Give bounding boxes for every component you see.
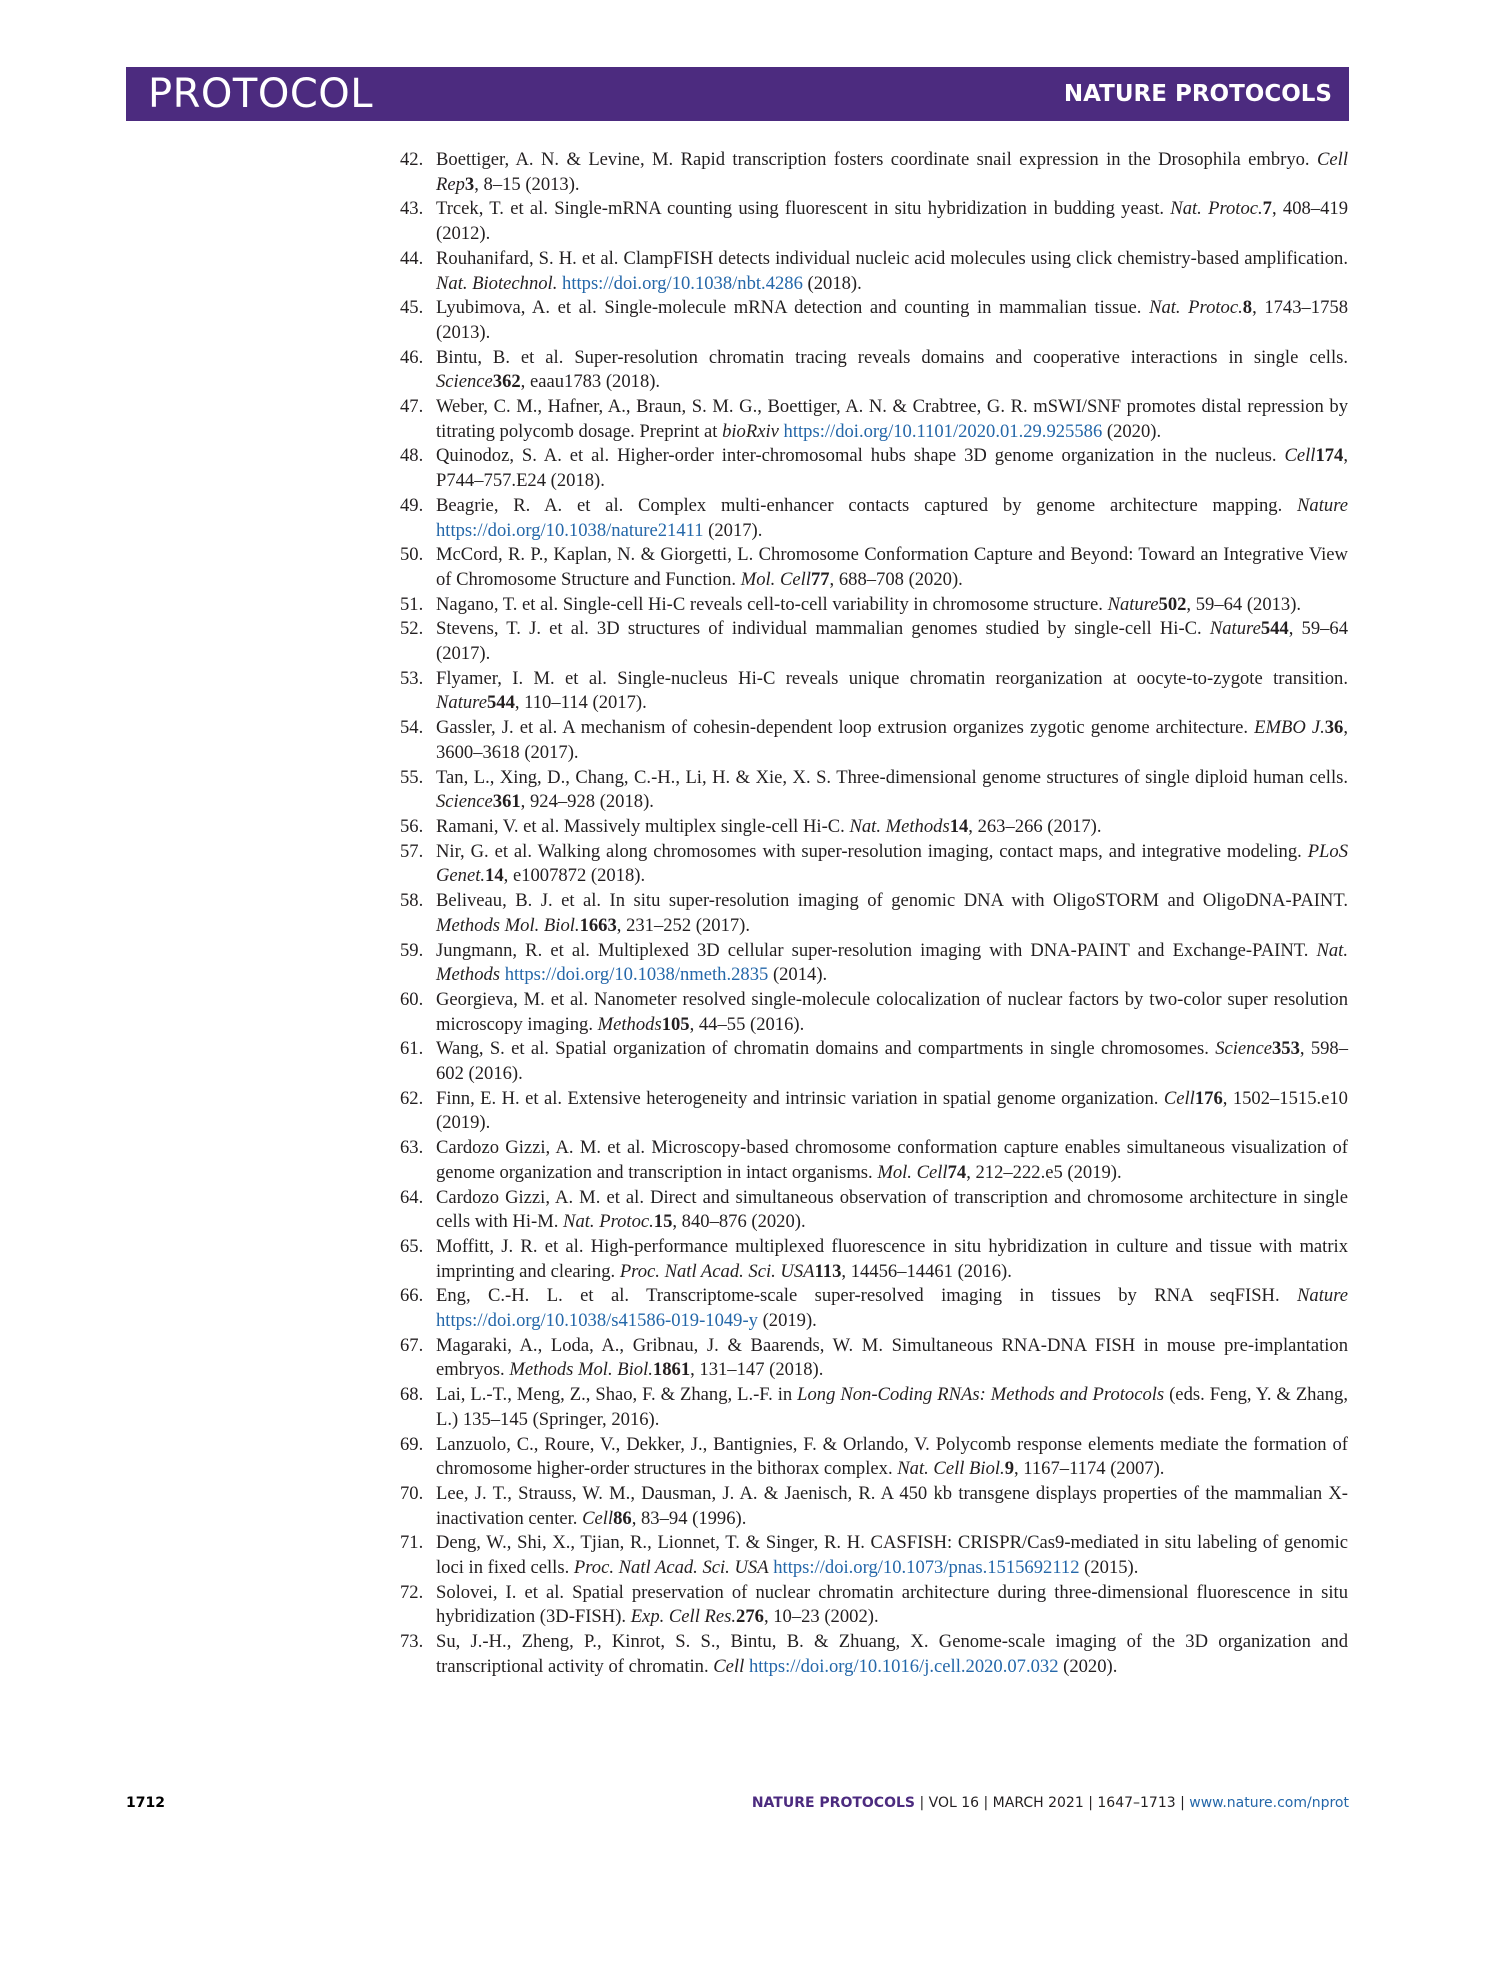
- reference-list: [400, 148, 1348, 1680]
- reference-item: [400, 1136, 1348, 1185]
- footer-citation: [752, 1795, 1349, 1811]
- reference-number: 60.: [400, 988, 424, 1010]
- reference-number: 47.: [400, 396, 424, 418]
- reference-text: Lyubimova, A. et al. Single-molecule mRNA detection and counting in mammalian tissue.: [436, 297, 1150, 319]
- reference-details: , 408–419 (2012).: [436, 198, 1348, 245]
- reference-volume: 86: [613, 1507, 632, 1529]
- reference-text: Lanzuolo, C., Roure, V., Dekker, J., Bantignies, F. & Orlando, V. Polycomb response elements mediate the formation of chromosome higher-order structures in the bithorax complex.: [436, 1433, 1348, 1480]
- reference-volume: 276: [736, 1606, 764, 1628]
- reference-doi-link[interactable]: https://doi.org/10.1038/nmeth.2835: [504, 964, 769, 986]
- reference-volume: 176: [1194, 1087, 1223, 1109]
- reference-number: 57.: [400, 840, 424, 862]
- reference-text: Lai, L.-T., Meng, Z., Shao, F. & Zhang, L.-F. in: [436, 1384, 798, 1406]
- reference-number: 67.: [400, 1334, 424, 1356]
- reference-year: (2019).: [757, 1310, 817, 1332]
- reference-text: Beagrie, R. A. et al. Complex multi-enhancer contacts captured by genome architecture mapping.: [436, 494, 1298, 516]
- reference-volume: 362: [492, 371, 521, 393]
- reference-details: , 598–602 (2016).: [436, 1038, 1349, 1085]
- reference-number: 55.: [400, 766, 424, 788]
- reference-number: 43.: [400, 198, 424, 220]
- reference-number: 70.: [400, 1482, 424, 1504]
- reference-volume: 3: [464, 173, 475, 195]
- footer-url-link[interactable]: www.nature.com/nprot: [1189, 1795, 1349, 1811]
- reference-volume: 14: [949, 815, 969, 837]
- reference-volume: 8: [1242, 297, 1253, 319]
- reference-details: , 110–114 (2017).: [514, 692, 647, 714]
- reference-details: , 44–55 (2016).: [689, 1013, 805, 1035]
- reference-number: 65.: [400, 1235, 424, 1257]
- reference-volume: 36: [1324, 717, 1344, 739]
- reference-journal: bioRxiv: [722, 420, 779, 442]
- reference-item: [400, 1037, 1348, 1086]
- reference-number: 71.: [400, 1532, 424, 1554]
- reference-item: [400, 296, 1348, 345]
- reference-volume: 14: [485, 865, 504, 887]
- reference-details: (eds. Feng, Y. & Zhang, L.) 135–145 (Springer, 2016).: [436, 1384, 1348, 1430]
- reference-year: (2015).: [1079, 1557, 1139, 1579]
- reference-text: Tan, L., Xing, D., Chang, C.-H., Li, H. & Xie, X. S. Three-dimensional genome structures of single diploid human cells.: [436, 766, 1348, 788]
- reference-details: , 83–94 (1996).: [631, 1507, 747, 1529]
- reference-volume: 77: [810, 568, 830, 590]
- reference-item: [400, 1531, 1348, 1580]
- reference-text: Bintu, B. et al. Super-resolution chromatin tracing reveals domains and cooperative interactions in single cells.: [436, 346, 1348, 368]
- reference-item: [400, 346, 1348, 395]
- reference-item: [400, 1433, 1348, 1482]
- reference-journal: Cell: [713, 1655, 745, 1677]
- reference-number: 59.: [400, 939, 424, 961]
- reference-item: [400, 197, 1348, 246]
- reference-item: [400, 716, 1348, 765]
- reference-number: 61.: [400, 1038, 424, 1060]
- reference-details: , 14456–14461 (2016).: [841, 1260, 1012, 1282]
- reference-item: [400, 1630, 1348, 1679]
- reference-journal: Exp. Cell Res.: [630, 1606, 737, 1628]
- reference-number: 58.: [400, 890, 424, 912]
- reference-volume: 502: [1158, 593, 1187, 615]
- reference-journal: Mol. Cell: [877, 1161, 948, 1183]
- footer-pages: 1647–1713: [1097, 1795, 1176, 1811]
- reference-details: , 840–876 (2020).: [672, 1211, 806, 1233]
- reference-journal: Cell: [582, 1507, 614, 1529]
- reference-item: [400, 444, 1348, 493]
- reference-item: [400, 1087, 1348, 1136]
- reference-number: 45.: [400, 297, 424, 319]
- reference-number: 50.: [400, 544, 424, 566]
- reference-item: [400, 247, 1348, 296]
- reference-journal: Nat. Protoc.: [1170, 198, 1263, 220]
- reference-journal: Methods Mol. Biol.: [509, 1359, 653, 1381]
- reference-journal: Methods Mol. Biol.: [436, 914, 580, 936]
- reference-number: 54.: [400, 717, 424, 739]
- reference-number: 66.: [400, 1285, 424, 1307]
- footer-separator: |: [1175, 1795, 1190, 1811]
- reference-text: Finn, E. H. et al. Extensive heterogeneity and intrinsic variation in spatial genome organization.: [436, 1087, 1164, 1109]
- reference-item: [400, 1186, 1348, 1235]
- reference-details: , 1502–1515.e10 (2019).: [436, 1087, 1348, 1134]
- reference-year: (2018).: [802, 272, 862, 294]
- reference-journal: Proc. Natl Acad. Sci. USA: [619, 1260, 815, 1282]
- page-header: [126, 67, 1349, 121]
- reference-year: (2017).: [703, 519, 763, 541]
- reference-volume: 105: [661, 1013, 690, 1035]
- reference-journal: Science: [1215, 1038, 1272, 1060]
- section-label: PROTOCOL: [148, 71, 374, 117]
- reference-text: Flyamer, I. M. et al. Single-nucleus Hi-C reveals unique chromatin reorganization at oocyte-to-zygote transition.: [436, 667, 1348, 689]
- reference-item: [400, 395, 1348, 444]
- page-number: 1712: [126, 1795, 165, 1811]
- reference-number: 44.: [400, 247, 424, 269]
- reference-volume: 544: [486, 692, 515, 714]
- reference-journal: Science: [436, 791, 493, 813]
- reference-item: [400, 543, 1348, 592]
- reference-details: , 263–266 (2017).: [968, 815, 1102, 837]
- reference-text: Solovei, I. et al. Spatial preservation of nuclear chromatin architecture during three-dimensional fluorescence in situ hybridization (3D-FISH).: [436, 1581, 1348, 1628]
- reference-volume: 9: [1004, 1458, 1014, 1480]
- reference-details: , 1743–1758 (2013).: [436, 297, 1348, 343]
- reference-year: (2014).: [768, 964, 828, 986]
- reference-volume: 1861: [652, 1359, 691, 1381]
- reference-item: [400, 1482, 1348, 1531]
- reference-number: 52.: [400, 618, 424, 640]
- reference-journal: Science: [436, 371, 493, 393]
- reference-journal: Cell Rep: [436, 149, 1348, 195]
- reference-item: [400, 494, 1348, 543]
- footer-journal: NATURE PROTOCOLS: [751, 1795, 915, 1811]
- reference-details: , 10–23 (2002).: [763, 1606, 879, 1628]
- footer-separator: |: [1083, 1795, 1098, 1811]
- reference-details: , 924–928 (2018).: [520, 791, 654, 813]
- reference-item: [400, 148, 1348, 197]
- reference-journal: Nat. Protoc.: [563, 1211, 654, 1233]
- footer-separator: |: [915, 1795, 929, 1811]
- reference-number: 46.: [400, 346, 424, 368]
- reference-number: 68.: [400, 1384, 424, 1406]
- reference-details: , 59–64 (2013).: [1186, 593, 1302, 615]
- reference-journal: Methods: [597, 1013, 662, 1035]
- footer-volume: VOL 16: [928, 1795, 980, 1811]
- reference-item: [400, 1334, 1348, 1383]
- reference-volume: 361: [492, 791, 521, 813]
- reference-journal: Cell: [1284, 445, 1316, 467]
- reference-item: [400, 766, 1348, 815]
- reference-details: , 231–252 (2017).: [616, 914, 751, 936]
- reference-number: 53.: [400, 667, 424, 689]
- reference-details: , 3600–3618 (2017).: [436, 717, 1348, 763]
- reference-text: Nir, G. et al. Walking along chromosomes with super-resolution imaging, contact maps, and integrative modeling.: [436, 840, 1308, 862]
- reference-journal: Nature: [1107, 593, 1159, 615]
- reference-details: , 212–222.e5 (2019).: [966, 1161, 1122, 1183]
- reference-volume: 544: [1260, 618, 1289, 640]
- reference-item: [400, 1581, 1348, 1630]
- reference-doi-link[interactable]: https://doi.org/10.1038/nature21411: [436, 519, 704, 541]
- reference-text: Stevens, T. J. et al. 3D structures of individual mammalian genomes studied by single-cell Hi-C.: [436, 618, 1210, 640]
- reference-text: Wang, S. et al. Spatial organization of chromatin domains and compartments in single chromosomes.: [436, 1038, 1216, 1060]
- reference-volume: 113: [814, 1260, 842, 1282]
- reference-details: , eaau1783 (2018).: [520, 371, 661, 393]
- reference-item: [400, 1284, 1348, 1333]
- reference-journal: Nature: [1209, 618, 1261, 640]
- reference-item: [400, 939, 1348, 988]
- reference-journal: Cell: [1163, 1087, 1195, 1109]
- reference-details: , e1007872 (2018).: [503, 865, 646, 887]
- reference-text: Quinodoz, S. A. et al. Higher-order inter-chromosomal hubs shape 3D genome organization in the nucleus.: [436, 445, 1285, 467]
- reference-text: Deng, W., Shi, X., Tjian, R., Lionnet, T. & Singer, R. H. CASFISH: CRISPR/Cas9-mediated in situ labeling of genomic loci in fixed cells.: [436, 1532, 1348, 1579]
- reference-details: , P744–757.E24 (2018).: [436, 445, 1348, 492]
- reference-journal: PLoS Genet.: [436, 840, 1348, 887]
- reference-number: 51.: [400, 593, 424, 615]
- reference-journal: Nature: [436, 692, 487, 714]
- reference-journal: Nat. Protoc.: [1149, 297, 1243, 319]
- reference-journal: Nat. Biotechnol.: [436, 272, 558, 294]
- page-footer: [126, 1795, 1349, 1819]
- reference-text: Nagano, T. et al. Single-cell Hi-C reveals cell-to-cell variability in chromosome structure.: [436, 593, 1108, 615]
- reference-journal: Proc. Natl Acad. Sci. USA: [573, 1557, 769, 1579]
- reference-year: (2020).: [1102, 420, 1162, 442]
- reference-item: [400, 1235, 1348, 1284]
- reference-text: Lee, J. T., Strauss, W. M., Dausman, J. A. & Jaenisch, R. A 450 kb transgene displays properties of the mammalian X-inactivation center.: [436, 1482, 1348, 1529]
- reference-doi-link[interactable]: https://doi.org/10.1016/j.cell.2020.07.032: [748, 1655, 1059, 1677]
- reference-year: (2020).: [1058, 1655, 1118, 1677]
- reference-details: , 688–708 (2020).: [829, 568, 963, 590]
- reference-details: , 8–15 (2013).: [474, 173, 580, 195]
- reference-journal: Nat. Methods: [849, 815, 950, 837]
- reference-text: Su, J.-H., Zheng, P., Kinrot, S. S., Bintu, B. & Zhuang, X. Genome-scale imaging of the 3D organization and transcriptional activity of chromatin.: [436, 1631, 1348, 1677]
- reference-number: 69.: [400, 1433, 424, 1455]
- reference-item: [400, 840, 1348, 889]
- reference-text: McCord, R. P., Kaplan, N. & Giorgetti, L. Chromosome Conformation Capture and Beyond: Toward an Integrative View of Chromosome Structure and Function.: [436, 544, 1348, 590]
- reference-journal: Mol. Cell: [740, 568, 811, 590]
- reference-number: 49.: [400, 494, 424, 516]
- reference-text: Gassler, J. et al. A mechanism of cohesin-dependent loop extrusion organizes zygotic genome architecture.: [436, 717, 1255, 739]
- reference-text: Jungmann, R. et al. Multiplexed 3D cellular super-resolution imaging with DNA-PAINT and Exchange-PAINT.: [436, 939, 1317, 961]
- reference-text: Cardozo Gizzi, A. M. et al. Microscopy-based chromosome conformation capture enables simultaneous visualization of genome organization and transcription in intact organisms.: [436, 1137, 1348, 1183]
- reference-text: Cardozo Gizzi, A. M. et al. Direct and simultaneous observation of transcription and chromosome architecture in single cells with Hi-M.: [436, 1186, 1348, 1233]
- reference-doi-link[interactable]: https://doi.org/10.1073/pnas.1515692112: [773, 1557, 1080, 1579]
- reference-number: 48.: [400, 445, 424, 467]
- reference-text: Moffitt, J. R. et al. High-performance multiplexed fluorescence in situ hybridization in culture and tissue with matrix imprinting and clearing.: [436, 1235, 1348, 1282]
- reference-details: , 59–64 (2017).: [436, 618, 1349, 665]
- reference-journal: EMBO J.: [1254, 717, 1325, 739]
- reference-text: Boettiger, A. N. & Levine, M. Rapid transcription fosters coordinate snail expression in the Drosophila embryo.: [436, 149, 1317, 170]
- reference-text: Beliveau, B. J. et al. In situ super-resolution imaging of genomic DNA with OligoSTORM and OligoDNA-PAINT.: [436, 890, 1348, 912]
- reference-number: 42.: [400, 149, 424, 170]
- reference-number: 72.: [400, 1581, 424, 1603]
- footer-separator: |: [979, 1795, 993, 1811]
- reference-number: 64.: [400, 1186, 424, 1208]
- reference-text: Ramani, V. et al. Massively multiplex single-cell Hi-C.: [436, 815, 850, 837]
- reference-text: Weber, C. M., Hafner, A., Braun, S. M. G., Boettiger, A. N. & Crabtree, G. R. mSWI/SNF promotes distal repression by titrating polycomb dosage. Preprint at: [436, 396, 1348, 442]
- reference-volume: 353: [1271, 1038, 1300, 1060]
- reference-doi-link[interactable]: https://doi.org/10.1038/nbt.4286: [562, 272, 803, 294]
- reference-doi-link[interactable]: https://doi.org/10.1038/s41586-019-1049-y: [436, 1310, 758, 1332]
- reference-volume: 174: [1315, 445, 1344, 467]
- reference-details: , 1167–1174 (2007).: [1013, 1458, 1165, 1480]
- reference-text: Eng, C.-H. L. et al. Transcriptome-scale super-resolved imaging in tissues by RNA seqFISH.: [436, 1285, 1298, 1307]
- reference-number: 63.: [400, 1137, 424, 1159]
- reference-number: 73.: [400, 1631, 424, 1653]
- reference-details: , 131–147 (2018).: [690, 1359, 824, 1381]
- reference-journal: Nat. Methods: [436, 939, 1348, 986]
- reference-text: Georgieva, M. et al. Nanometer resolved single-molecule colocalization of nuclear factors by two-color super resolution microscopy imaging.: [436, 988, 1348, 1035]
- footer-date: MARCH 2021: [992, 1795, 1084, 1811]
- reference-journal: Long Non-Coding RNAs: Methods and Protocols: [797, 1384, 1165, 1406]
- reference-journal: Nat. Cell Biol.: [897, 1458, 1005, 1480]
- reference-item: [400, 617, 1348, 666]
- reference-volume: 7: [1262, 198, 1272, 220]
- reference-journal: Nature: [1297, 1285, 1348, 1307]
- reference-item: [400, 815, 1348, 840]
- reference-item: [400, 593, 1348, 618]
- reference-volume: 15: [653, 1211, 673, 1233]
- reference-text: Magaraki, A., Loda, A., Gribnau, J. & Baarends, W. M. Simultaneous RNA-DNA FISH in mouse pre-implantation embryos.: [436, 1334, 1348, 1381]
- reference-item: [400, 1383, 1348, 1432]
- reference-number: 62.: [400, 1087, 424, 1109]
- reference-journal: Nature: [1297, 494, 1348, 516]
- reference-text: Rouhanifard, S. H. et al. ClampFISH detects individual nucleic acid molecules using click chemistry-based amplification.: [436, 247, 1348, 269]
- reference-volume: 1663: [579, 914, 617, 936]
- reference-volume: 74: [947, 1161, 967, 1183]
- reference-item: [400, 889, 1348, 938]
- journal-name: NATURE PROTOCOLS: [1063, 81, 1332, 107]
- reference-number: 56.: [400, 815, 424, 837]
- reference-item: [400, 667, 1348, 716]
- reference-item: [400, 988, 1348, 1037]
- reference-doi-link[interactable]: https://doi.org/10.1101/2020.01.29.925586: [783, 420, 1103, 442]
- reference-text: Trcek, T. et al. Single-mRNA counting using fluorescent in situ hybridization in budding yeast.: [436, 198, 1171, 220]
